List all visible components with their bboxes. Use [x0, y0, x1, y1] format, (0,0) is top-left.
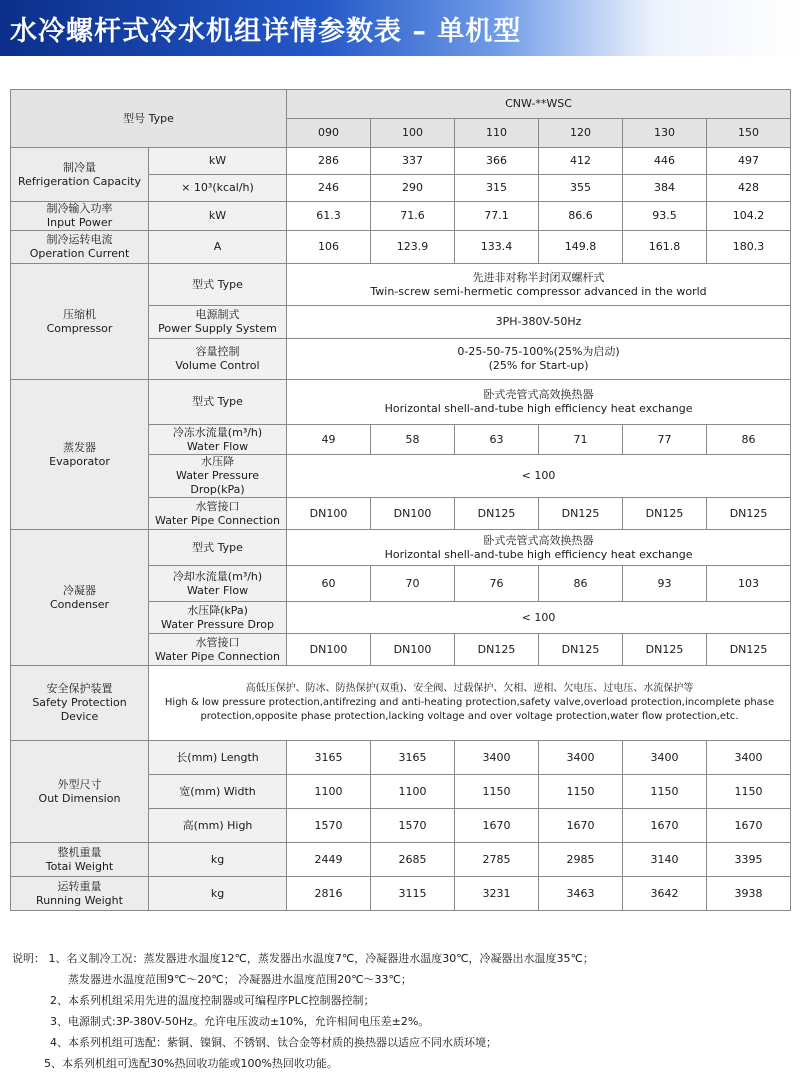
- value-cell: 123.9: [371, 231, 455, 264]
- value-cell: 76: [455, 566, 539, 602]
- value-cell: 355: [539, 175, 623, 202]
- value-cell: 133.4: [455, 231, 539, 264]
- value-cell: 2816: [287, 877, 371, 911]
- value-cell: 86: [539, 566, 623, 602]
- notes-section: [12, 948, 792, 1074]
- note-line: 4、本系列机组可选配：紫铜、镍铜、不锈钢、钛合金等材质的换热器以适应不同水质环境；: [50, 1036, 497, 1049]
- compressor-label: 压缩机 Compressor: [11, 264, 149, 380]
- model-header: 150: [707, 119, 791, 148]
- sub-label: 型式 Type: [149, 264, 287, 306]
- value-cell: 290: [371, 175, 455, 202]
- value-cell: 384: [623, 175, 707, 202]
- value-cell: 315: [455, 175, 539, 202]
- unit-cell: × 10³(kcal/h): [149, 175, 287, 202]
- table-row: [11, 148, 791, 175]
- value-cell: DN125: [707, 634, 791, 666]
- value-cell: DN125: [539, 634, 623, 666]
- value-cell: 58: [371, 425, 455, 455]
- table-row: [11, 231, 791, 264]
- value-cell: 2785: [455, 843, 539, 877]
- unit-cell: kW: [149, 148, 287, 175]
- note-line: 2、本系列机组采用先进的温度控制器或可编程序PLC控制器控制；: [50, 994, 375, 1007]
- value-cell: 1150: [707, 775, 791, 809]
- value-cell: 86.6: [539, 202, 623, 231]
- value-cell: DN125: [623, 498, 707, 530]
- volume-control-value: 0-25-50-75-100%(25%为启动) (25% for Start-up): [287, 339, 791, 380]
- safety-value: 高低压保护、防冰、防热保护(双重)、安全阀、过载保护、欠相、逆相、欠电压、过电压、水流保护等 High & low pressure protection,antifrezing and anti-heating protection,safety valve,overload protection,incomplete phase protection,opposite phase protection,lacking voltage and over voltage protection,water flow protection,etc.: [149, 666, 791, 741]
- value-cell: DN100: [287, 634, 371, 666]
- sub-label: 长(mm) Length: [149, 741, 287, 775]
- sub-label: 容量控制 Volume Control: [149, 339, 287, 380]
- unit-cell: kg: [149, 877, 287, 911]
- value-cell: 1570: [287, 809, 371, 843]
- value-cell: 412: [539, 148, 623, 175]
- sub-label: 冷却水流量(m³/h) Water Flow: [149, 566, 287, 602]
- value-cell: 70: [371, 566, 455, 602]
- table-row: [11, 202, 791, 231]
- value-cell: 3642: [623, 877, 707, 911]
- model-header: 130: [623, 119, 707, 148]
- value-cell: 106: [287, 231, 371, 264]
- value-cell: 1100: [287, 775, 371, 809]
- value-cell: DN100: [371, 634, 455, 666]
- note-line: 5、本系列机组可选配30%热回收功能或100%热回收功能。: [44, 1057, 338, 1070]
- value-cell: DN125: [707, 498, 791, 530]
- value-cell: 93: [623, 566, 707, 602]
- note-line: 3、电源制式:3P-380V-50Hz。允许电压波动±10%，允许相间电压差±2%。: [50, 1015, 430, 1028]
- type-header: 型号 Type: [11, 90, 287, 148]
- value-cell: 180.3: [707, 231, 791, 264]
- sub-label: 水压降(kPa) Water Pressure Drop: [149, 602, 287, 634]
- evaporator-type-value: 卧式壳管式高效换热器 Horizontal shell-and-tube high efficiency heat exchange: [287, 380, 791, 425]
- series-header: CNW-**WSC: [287, 90, 791, 119]
- table-row: [11, 843, 791, 877]
- condenser-type-value: 卧式壳管式高效换热器 Horizontal shell-and-tube high efficiency heat exchange: [287, 530, 791, 566]
- value-cell: 60: [287, 566, 371, 602]
- value-cell: 63: [455, 425, 539, 455]
- pressure-drop-value: < 100: [287, 602, 791, 634]
- value-cell: 103: [707, 566, 791, 602]
- sub-label: 水压降 Water Pressure Drop(kPa): [149, 455, 287, 498]
- value-cell: 1150: [539, 775, 623, 809]
- value-cell: 61.3: [287, 202, 371, 231]
- refrigeration-label: 制冷量 Refrigeration Capacity: [11, 148, 149, 202]
- sub-label: 水管接口 Water Pipe Connection: [149, 498, 287, 530]
- value-cell: 286: [287, 148, 371, 175]
- running-weight-label: 运转重量 Running Weight: [11, 877, 149, 911]
- value-cell: 366: [455, 148, 539, 175]
- sub-label: 冷冻水流量(m³/h) Water Flow: [149, 425, 287, 455]
- sub-label: 型式 Type: [149, 380, 287, 425]
- model-header: 120: [539, 119, 623, 148]
- value-cell: DN100: [371, 498, 455, 530]
- value-cell: 1670: [539, 809, 623, 843]
- value-cell: DN125: [455, 634, 539, 666]
- value-cell: 1150: [455, 775, 539, 809]
- value-cell: 2685: [371, 843, 455, 877]
- value-cell: 3400: [455, 741, 539, 775]
- value-cell: 93.5: [623, 202, 707, 231]
- page-title: 水冷螺杆式冷水机组详情参数表 – 单机型: [10, 16, 522, 47]
- total-weight-label: 整机重量 Totai Weight: [11, 843, 149, 877]
- value-cell: 1670: [623, 809, 707, 843]
- sub-label: 型式 Type: [149, 530, 287, 566]
- table-row: [11, 741, 791, 775]
- value-cell: 71: [539, 425, 623, 455]
- note-line: 蒸发器进水温度范围9℃～20℃； 冷凝器进水温度范围20℃～33℃；: [68, 973, 412, 986]
- value-cell: 1670: [455, 809, 539, 843]
- value-cell: 246: [287, 175, 371, 202]
- value-cell: DN125: [455, 498, 539, 530]
- value-cell: 1100: [371, 775, 455, 809]
- value-cell: 497: [707, 148, 791, 175]
- pressure-drop-value: < 100: [287, 455, 791, 498]
- value-cell: 3165: [371, 741, 455, 775]
- value-cell: 3463: [539, 877, 623, 911]
- value-cell: 71.6: [371, 202, 455, 231]
- table-row: [11, 264, 791, 306]
- value-cell: 3400: [539, 741, 623, 775]
- value-cell: 2449: [287, 843, 371, 877]
- unit-cell: kg: [149, 843, 287, 877]
- value-cell: 2985: [539, 843, 623, 877]
- value-cell: 3395: [707, 843, 791, 877]
- model-header: 090: [287, 119, 371, 148]
- spec-table: [10, 89, 791, 911]
- value-cell: 86: [707, 425, 791, 455]
- sub-label: 高(mm) High: [149, 809, 287, 843]
- value-cell: 3400: [707, 741, 791, 775]
- sub-label: 宽(mm) Width: [149, 775, 287, 809]
- compressor-type-value: 先进非对称半封闭双螺杆式 Twin-screw semi-hermetic compressor advanced in the world: [287, 264, 791, 306]
- power-supply-value: 3PH-380V-50Hz: [287, 306, 791, 339]
- value-cell: 77: [623, 425, 707, 455]
- sub-label: 水管接口 Water Pipe Connection: [149, 634, 287, 666]
- value-cell: 3115: [371, 877, 455, 911]
- table-row: [11, 877, 791, 911]
- value-cell: 1150: [623, 775, 707, 809]
- sub-label: 电源制式 Power Supply System: [149, 306, 287, 339]
- safety-label: 安全保护装置 Safety Protection Device: [11, 666, 149, 741]
- value-cell: DN100: [287, 498, 371, 530]
- value-cell: 3165: [287, 741, 371, 775]
- value-cell: DN125: [623, 634, 707, 666]
- value-cell: 77.1: [455, 202, 539, 231]
- value-cell: 446: [623, 148, 707, 175]
- table-row: [11, 666, 791, 741]
- value-cell: 49: [287, 425, 371, 455]
- unit-cell: A: [149, 231, 287, 264]
- current-label: 制冷运转电流 Operation Current: [11, 231, 149, 264]
- value-cell: 428: [707, 175, 791, 202]
- value-cell: DN125: [539, 498, 623, 530]
- table-row: [11, 530, 791, 566]
- value-cell: 161.8: [623, 231, 707, 264]
- title-banner: [0, 0, 800, 56]
- unit-cell: kW: [149, 202, 287, 231]
- value-cell: 3400: [623, 741, 707, 775]
- model-header: 110: [455, 119, 539, 148]
- header-row: [11, 90, 791, 119]
- value-cell: 149.8: [539, 231, 623, 264]
- input-power-label: 制冷输入功率 Input Power: [11, 202, 149, 231]
- value-cell: 337: [371, 148, 455, 175]
- model-header: 100: [371, 119, 455, 148]
- value-cell: 3231: [455, 877, 539, 911]
- value-cell: 1670: [707, 809, 791, 843]
- value-cell: 104.2: [707, 202, 791, 231]
- evaporator-label: 蒸发器 Evaporator: [11, 380, 149, 530]
- value-cell: 1570: [371, 809, 455, 843]
- value-cell: 3140: [623, 843, 707, 877]
- dimension-label: 外型尺寸 Out Dimension: [11, 741, 149, 843]
- table-row: [11, 380, 791, 425]
- value-cell: 3938: [707, 877, 791, 911]
- note-line: 说明： 1、名义制冷工况：蒸发器进水温度12℃，蒸发器出水温度7℃，冷凝器进水温度30℃，冷凝器出水温度35℃；: [12, 952, 594, 965]
- condenser-label: 冷凝器 Condenser: [11, 530, 149, 666]
